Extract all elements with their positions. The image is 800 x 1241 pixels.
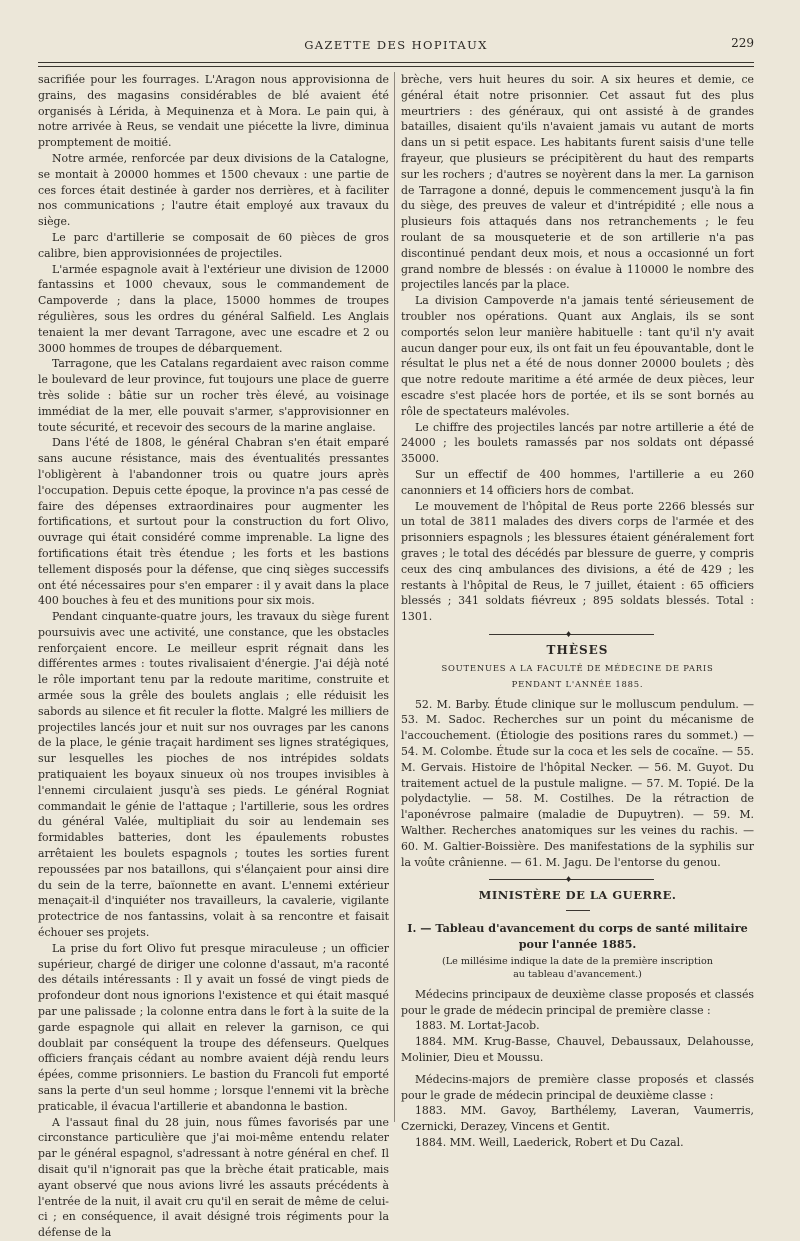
paragraph: Le parc d'artillerie se composait de 60 pièces de gros calibre, bien approvisionnées de projectiles. xyxy=(38,230,389,260)
table-note-2: au tableau d'avancement.) xyxy=(513,968,642,980)
promotion-intro: Médecins-majors de première classe proposés et classés pour le grade de médecin principal de deuxième classe : xyxy=(401,1072,754,1102)
heading-rule xyxy=(566,910,590,911)
list-item: 1883. M. Lortat-Jacob. xyxy=(415,1019,540,1033)
header-rule xyxy=(38,62,754,63)
paragraph: Notre armée, renforcée par deux divisions de la Catalogne, se montait à 20000 hommes et 1500 chevaux : une partie de ces forces était destinée à garder nos derrières, et à faciliter nos communications ; l'autre était employé aux travaux du siège. xyxy=(38,151,389,229)
table-heading-year: pour l'année 1885. xyxy=(518,937,637,952)
list-item: 1883. MM. Gavoy, Barthélemy, Laveran, Vaumerris, Czernicki, Derazey, Vincens et Gentit. xyxy=(401,1104,754,1134)
column-divider xyxy=(394,72,395,1122)
paragraph: Pendant cinquante-quatre jours, les travaux du siège furent poursuivis avec une activité, une constance, que les obstacles renforçaient encore. Le meilleur esprit régnait dans les différentes armes : toutes rivalisaient d'énergie. J'ai déjà noté le rôle important tenu par la redoute maritime, construite et armée sous la grêle des boulets anglais ; elle réduisit les sabords au silence et fit reculer la flotte. Malgré les milliers de projectiles lancés jour et nuit sur nos ouvrages par les canons de la place, le génie traçait hardiment ses lignes stratégiques, sur lesquelles les pioches de nos intrépides soldats pratiquaient les boyaux sinueux où nos troupes invisibles à l'ennemi circulaient jusqu'à ses pieds. Le général Rogniat commandait le génie de l'attaque ; l'artillerie, sous les ordres du général Valée, multipliait du soir au lendemain ses formidables batteries, dont les épaulements robustes arrêtaient les boulets espagnols ; toutes les sorties furent repoussées par nos bataillons, qui s'élançaient pour ainsi dire du sein de la terre, baïonnette en avant. L'ennemi extérieur menaçait-il d'inquiéter nos travailleurs, la cavalerie, vigilante protectrice de nos fantassins, volait à sa rencontre et faisait échouer ses projets. xyxy=(38,610,389,940)
paragraph: La prise du fort Olivo fut presque miraculeuse ; un officier supérieur, chargé de diriger une colonne d'assaut, m'a raconté des détails intéressants : Il y avait un fossé de vingt pieds de profondeur dont nous ignorions l'existence et qui était masqué par une palissade ; la colonne entra dans le fort à la suite de la garde espagnole qui allait en relever la garnison, ce qui doublait par conséquent la troupe des défenseurs. Quelques officiers français cédant au nombre avaient déjà rendu leurs épées, comme prisonniers. Le bastion du Francoli fut emporté sans la perte d'un seul homme ; lorsque l'ennemi vit la brèche praticable, il évacua l'artillerie et abandonna le bastion. xyxy=(38,941,389,1113)
paragraph: sacrifiée pour les fourrages. L'Aragon nous approvisionna de grains, des magasins considérables de blé avaient été organisés à Lérida, à Mequinenza et à Mora. Le pain qui, à notre arrivée à Reus, se vendait une piécette la livre, diminua promptement de moitié. xyxy=(38,73,389,150)
paragraph: La division Campoverde n'a jamais tenté sérieusement de troubler nos opérations. Quant aux Anglais, ils se sont comportés selon leur manière habituelle : tant qu'il n'y avait aucun danger pour eux, ils ont fait un feu épouvantable, dont le résultat le plus net a été de nous donner 20000 boulets ; dès que notre redoute maritime a été armée de deux pièces, leur escadre s'est placée hors de portée, et ils se sont bornés au rôle de spectateurs malévoles. xyxy=(401,294,754,418)
page-number: 229 xyxy=(731,36,754,50)
table-heading: I. — Tableau d'avancement du corps de santé militaire xyxy=(407,921,748,936)
list-item: 1884. MM. Weill, Laederick, Robert et Du Cazal. xyxy=(415,1136,684,1150)
header-rule-2 xyxy=(38,66,754,67)
section-separator xyxy=(401,629,754,639)
paragraph: Tarragone, que les Catalans regardaient avec raison comme le boulevard de leur province, fut toujours une place de guerre très solide : bâtie sur un rocher très élevé, au voisinage immédiat de la mer, elle pouvait s'armer, s'approvisionner en toute sécurité, et recevoir des secours de la marine anglaise. xyxy=(38,357,389,434)
list-item: 1884. MM. Krug-Basse, Chauvel, Debaussaux, Delahousse, Molinier, Dieu et Moussu. xyxy=(401,1035,754,1065)
section-separator xyxy=(401,874,754,884)
theses-heading: THÈSES xyxy=(546,642,609,657)
paragraph: A l'assaut final du 28 juin, nous fûmes favorisés par une circonstance particulière que j'ai moi-même entendu relater par le général espagnol, s'adressant à notre général en chef. Il disait qu'il n'ignorait pas que la brèche était praticable, mais ayant observé que nous avions livré les assauts précédents à l'entrée de la nuit, il avait cru qu'il en serait de même de celui-ci ; en conséquence, il avait désigné trois régiments pour la défense de la xyxy=(38,1115,389,1240)
ministere-heading: MINISTÈRE DE LA GUERRE. xyxy=(478,888,677,903)
paragraph: Le mouvement de l'hôpital de Reus porte 2266 blessés sur un total de 3811 malades des divers corps de l'armée et des prisonniers espagnols ; les blessures étaient généralement fort graves ; le total des décédés par blessure de guerre, y compris ceux des cinq ambulances des divisions, a été de 429 ; les restants à l'hôpital de Reus, le 7 juillet, étaient : 65 officiers blessés ; 341 soldats fiévreux ; 895 soldats blessés. Total : 1301. xyxy=(401,499,754,624)
paragraph: Dans l'été de 1808, le général Chabran s'en était emparé sans aucune résistance, mais des éventualités pressantes l'obligèrent à l'abandonner trois ou quatre jours après l'occupation. Depuis cette époque, la province n'a pas cessé de faire des dépenses extraordinaires pour augmenter les fortifications, et surtout pour la construction du fort Olivo, ouvrage qui était considéré comme imprenable. La ligne des fortifications était très étendue ; les forts et les bastions tellement disposés pour la défense, que cinq sièges successifs ont été nécessaires pour s'en emparer : il y avait dans la place 400 bouches à feu et des munitions pour six mois. xyxy=(38,436,389,608)
theses-subheading-year: PENDANT L'ANNÉE 1885. xyxy=(511,678,644,689)
promotion-list xyxy=(401,1103,754,1150)
journal-title: GAZETTE DES HOPITAUX xyxy=(304,38,488,52)
right-column xyxy=(401,72,754,1150)
promotion-intro: Médecins principaux de deuxième classe proposés et classés pour le grade de médecin principal de première classe : xyxy=(401,987,754,1017)
promotion-list xyxy=(401,1018,754,1065)
theses-list: 52. M. Barby. Étude clinique sur le molluscum pendulum. — 53. M. Sadoc. Recherches sur un point du mécanisme de l'accouchement. (Étiologie des positions rares du sommet.) — 54. M. Colombe. Étude sur la coca et les sels de cocaïne. — 55. M. Gervais. Histoire de l'hôpital Necker. — 56. M. Guyot. Du traitement actuel de la pustule maligne. — 57. M. Topié. De la polydactylie. — 58. M. Costilhes. De la rétraction de l'aponévrose palmaire (maladie de Dupuytren). — 59. M. Walther. Recherches anatomiques sur les veines du rachis. — 60. M. Galtier-Boissière. Des manifestations de la syphilis sur la voûte crânienne. — 61. M. Jagu. De l'entorse du genou. xyxy=(401,697,754,869)
paragraph: Sur un effectif de 400 hommes, l'artillerie a eu 260 canonniers et 14 officiers hors de combat. xyxy=(401,467,754,497)
left-column xyxy=(38,72,389,1240)
paragraph: Le chiffre des projectiles lancés par notre artillerie a été de 24000 ; les boulets ramassés par nos soldats ont dépassé 35000. xyxy=(401,420,754,466)
page-header xyxy=(38,36,754,56)
table-note: (Le millésime indique la date de la première inscription xyxy=(442,955,713,967)
paragraph: L'armée espagnole avait à l'extérieur une division de 12000 fantassins et 1000 chevaux, sous le commandement de Campoverde ; dans la place, 15000 hommes de troupes régulières, sous les ordres du général Salfield. Les Anglais tenaient la mer devant Tarragone, avec une escadre et 2 ou 3000 hommes de troupes de débarquement. xyxy=(38,262,389,355)
paragraph: brèche, vers huit heures du soir. A six heures et demie, ce général était notre prisonnier. Cet assaut fut des plus meurtriers : des généraux, qui ont assisté à de grandes batailles, disaient qu'ils n'avaient jamais vu autant de morts dans un si petit espace. Les habitants furent saisis d'une telle frayeur, que plusieurs se précipitèrent du haut des remparts sur les rochers ; d'autres se noyèrent dans la mer. La garnison de Tarragone a donné, depuis le commencement jusqu'à la fin du siège, des preuves de valeur et d'intrépidité ; elle nous a plusieurs fois attaqués dans nos retranchements ; le feu roulant de sa mousqueterie et de son artillerie n'a pas discontinué pendant deux mois, et nous a occasionné un fort grand nombre de blessés : on évalue à 110000 le nombre des projectiles lancés par la place. xyxy=(401,73,754,292)
theses-subheading: SOUTENUES A LA FACULTÉ DE MÉDECINE DE PARIS xyxy=(441,662,714,673)
